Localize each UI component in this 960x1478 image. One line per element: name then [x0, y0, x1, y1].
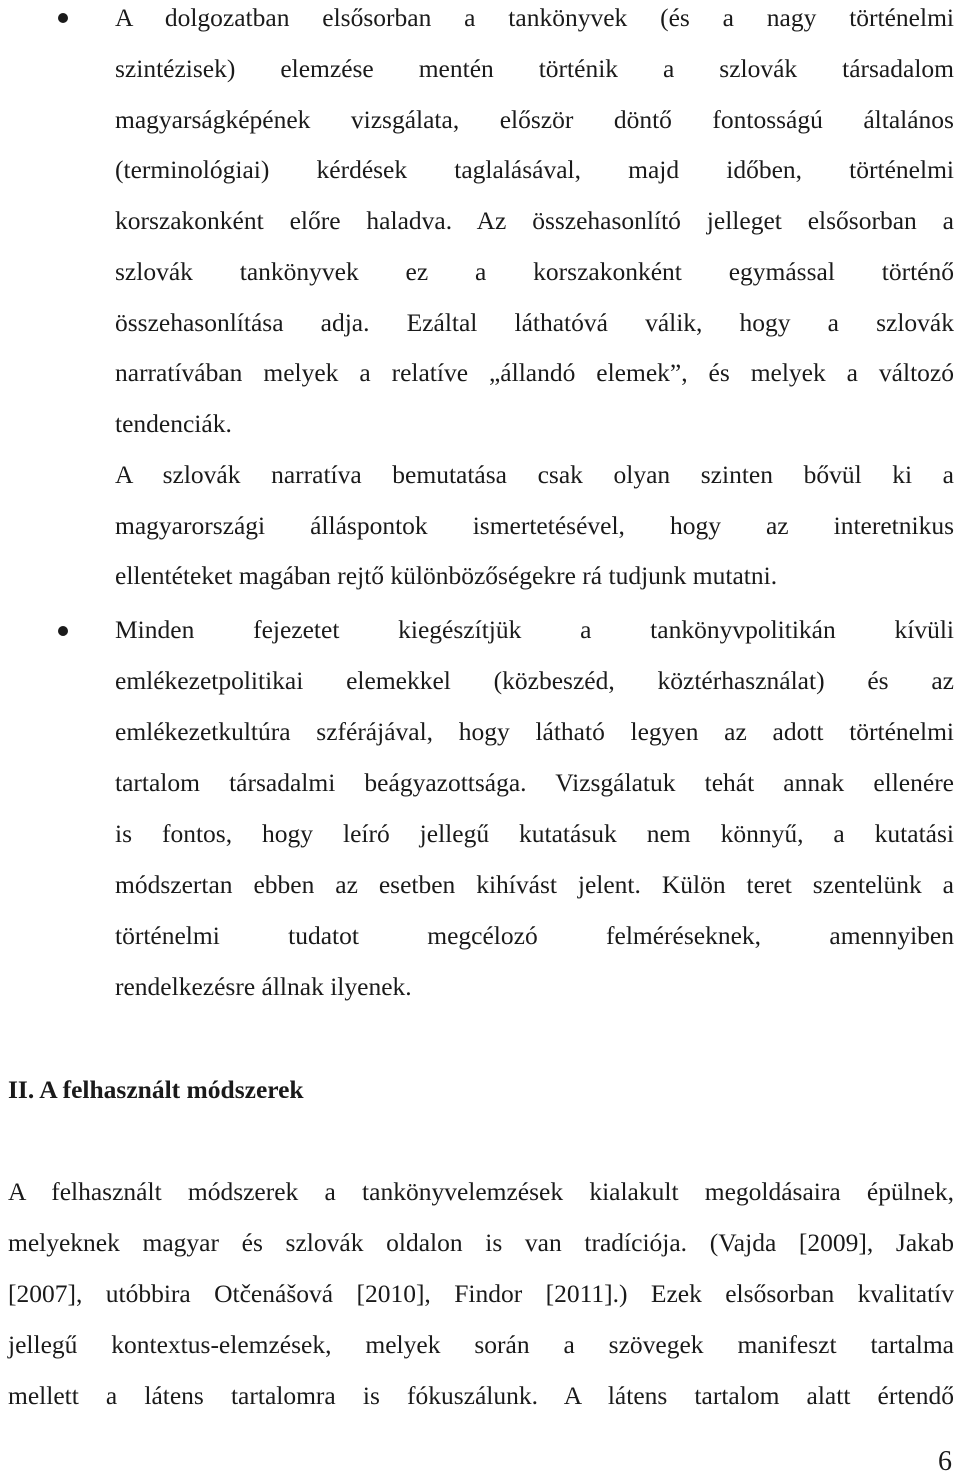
page-number: 6 — [938, 1446, 952, 1477]
bullet-1-line: szintézisek) elemzése mentén történik a szlovák társadalom — [115, 54, 954, 83]
bullet-1-line: magyarországi álláspontok ismertetésével, hogy az interetnikus — [115, 511, 954, 540]
bullet-2-line: tartalom társadalmi beágyazottsága. Vizsgálatuk tehát annak ellenére — [115, 768, 954, 797]
paragraph-line: [2007], utóbbira Otčenášová [2010], Findor [2011].) Ezek elsősorban kvalitatív — [8, 1279, 954, 1308]
paragraph-line: mellett a látens tartalomra is fókuszálunk. A látens tartalom alatt értendő — [8, 1381, 954, 1410]
paragraph-line: melyeknek magyar és szlovák oldalon is van tradíciója. (Vajda [2009], Jakab — [8, 1228, 954, 1257]
bullet-1-line: ellentéteket magában rejtő különbözőségekre rá tudjunk mutatni. — [115, 561, 778, 590]
paragraph-line: A felhasznált módszerek a tankönyvelemzések kialakult megoldásaira épülnek, — [8, 1177, 954, 1206]
bullet-1-line: A dolgozatban elsősorban a tankönyvek (és a nagy történelmi — [115, 3, 954, 32]
paragraph-line: jellegű kontextus-elemzések, melyek során a szövegek manifeszt tartalma — [8, 1330, 954, 1359]
bullet-2-line: emlékezetkultúra szférájával, hogy látható legyen az adott történelmi — [115, 717, 954, 746]
bullet-1-line: korszakonként előre haladva. Az összehasonlító jelleget elsősorban a — [115, 206, 954, 235]
bullet-1-line: szlovák tankönyvek ez a korszakonként egymással történő — [115, 257, 954, 286]
bullet-2-line: is fontos, hogy leíró jellegű kutatásuk nem könnyű, a kutatási — [115, 819, 954, 848]
bullet-1-line: (terminológiai) kérdések taglalásával, majd időben, történelmi — [115, 155, 954, 184]
bullet-1-line: összehasonlítása adja. Ezáltal láthatóvá válik, hogy a szlovák — [115, 308, 954, 337]
bullet-1-line: narratívában melyek a relatíve „állandó elemek”, és melyek a változó — [115, 358, 954, 387]
bullet-2-line: emlékezetpolitikai elemekkel (közbeszéd, köztérhasználat) és az — [115, 666, 954, 695]
bullet-marker-1 — [58, 13, 68, 23]
bullet-marker-2 — [58, 626, 68, 636]
section-heading: II. A felhasznált módszerek — [8, 1075, 304, 1104]
bullet-1-line: A szlovák narratíva bemutatása csak olyan szinten bővül ki a — [115, 460, 954, 489]
bullet-1-line: tendenciák. — [115, 409, 232, 438]
bullet-2-line: Minden fejezetet kiegészítjük a tankönyvpolitikán kívüli — [115, 615, 954, 644]
bullet-2-line: történelmi tudatot megcélozó felméréseknek, amennyiben — [115, 921, 954, 950]
bullet-1-line: magyarságképének vizsgálata, először döntő fontosságú általános — [115, 105, 954, 134]
bullet-2-line: rendelkezésre állnak ilyenek. — [115, 972, 412, 1001]
bullet-2-line: módszertan ebben az esetben kihívást jelent. Külön teret szentelünk a — [115, 870, 954, 899]
